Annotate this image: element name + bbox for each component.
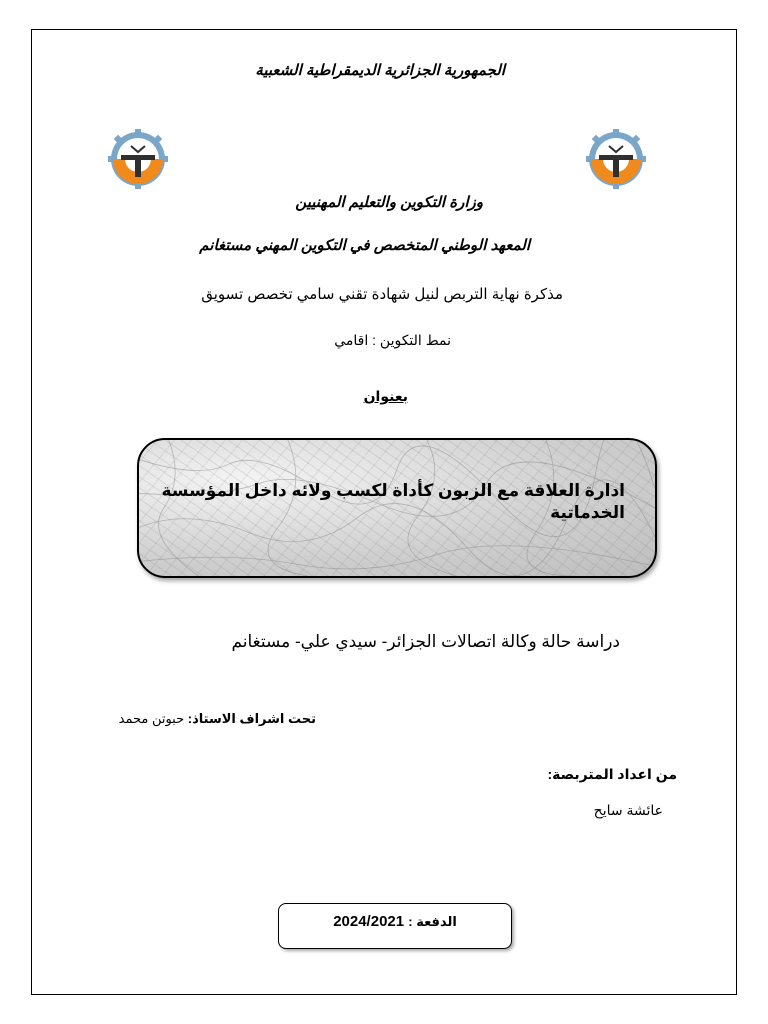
- supervision-label: تحت اشراف الاستاذ:: [187, 711, 316, 726]
- thesis-title: ادارة العلاقة مع الزبون كأداة لكسب ولائه داخل المؤسسة الخدماتية: [161, 481, 625, 522]
- supervisor-name: حبوتن محمد: [118, 711, 185, 726]
- promotion-years: 2024/2021: [333, 913, 405, 930]
- thesis-description: مذكرة نهاية التربص لنيل شهادة تقني سامي تخصص تسويق: [201, 286, 563, 303]
- promotion-label: الدفعة :: [408, 914, 457, 929]
- case-study: دراسة حالة وكالة اتصالات الجزائر- سيدي علي- مستغانم: [231, 632, 620, 651]
- promotion-line: [279, 913, 511, 930]
- title-label: بعنوان: [363, 388, 408, 404]
- promotion-box: [278, 903, 512, 949]
- republic-heading: الجمهورية الجزائرية الديمقراطية الشعبية: [255, 62, 505, 79]
- ministry-heading: وزارة التكوين والتعليم المهنيين: [295, 194, 483, 211]
- thesis-title-box: [137, 438, 657, 578]
- institute-logo-left-icon: [107, 128, 169, 190]
- author-name: عائشة سايح: [593, 802, 663, 818]
- supervision-line: [119, 711, 316, 727]
- institute-heading: المعهد الوطني المتخصص في التكوين المهني مستغانم: [199, 237, 530, 254]
- training-mode: نمط التكوين : اقامي: [334, 332, 451, 348]
- institute-logo-right-icon: [585, 128, 647, 190]
- author-label: من اعداد المتربصة:: [547, 766, 677, 782]
